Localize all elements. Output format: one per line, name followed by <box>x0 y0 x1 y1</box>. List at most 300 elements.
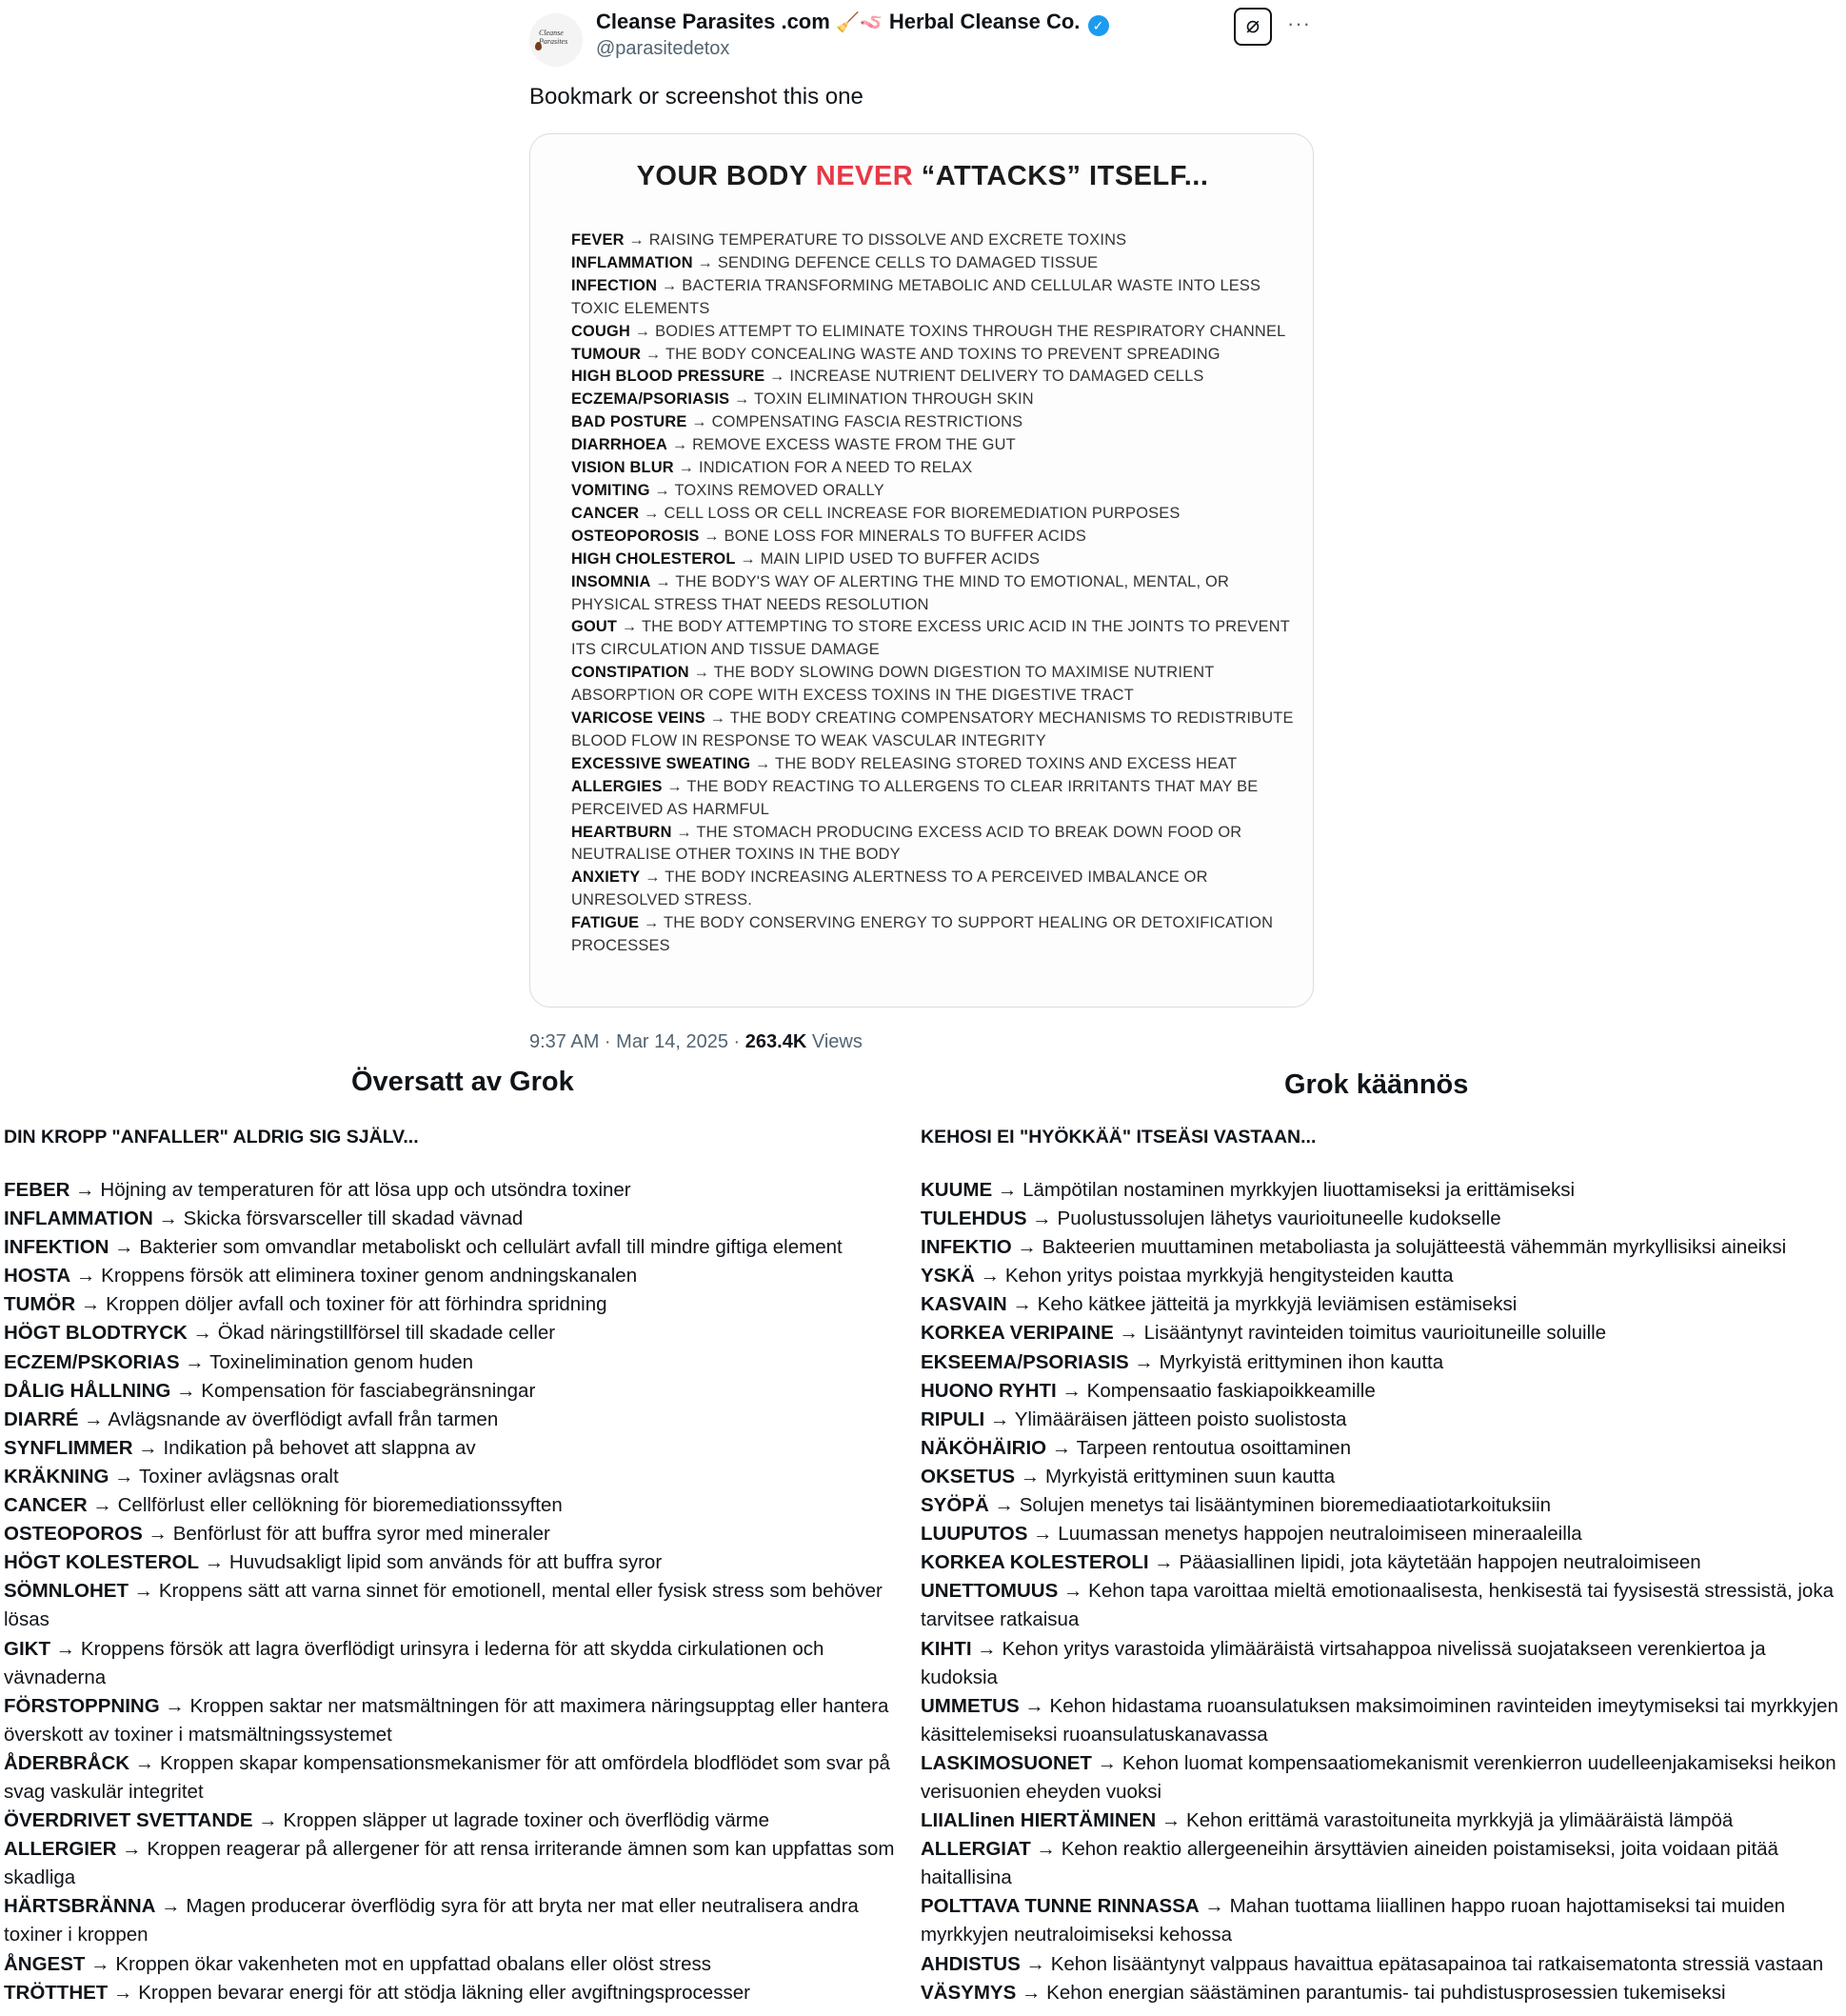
swedish-list-item-term: OSTEOPOROS <box>4 1523 143 1546</box>
swedish-list-item-term: KRÄKNING <box>4 1465 109 1487</box>
arrow-icon: → <box>155 1895 187 1918</box>
arrow-icon: → <box>671 823 697 841</box>
swedish-list-item-text: Toxinelimination genom huden <box>209 1350 473 1373</box>
finnish-list-item-text: Keho kätkee jätteitä ja myrkkyjä leviämisen estämiseksi <box>1037 1293 1518 1316</box>
arrow-icon: → <box>187 1322 218 1345</box>
image-list-item-term: GOUT <box>571 618 618 636</box>
swedish-list-item-term: ÅDERBRÅCK <box>4 1751 130 1774</box>
swedish-list-item-text: Kroppen ökar vakenheten mot en uppfattad obalans eller olöst stress <box>115 1952 711 1975</box>
arrow-icon: → <box>75 1293 107 1316</box>
finnish-list-item <box>921 1749 1842 1806</box>
swedish-list-item-text: Avlägsnande av överflödigt avfall från tarmen <box>108 1407 499 1430</box>
image-list-item-term: TUMOUR <box>571 345 642 363</box>
broom-worm-emoji-icon: 🧹🪱 <box>835 12 883 33</box>
swedish-list-item-term: INFEKTION <box>4 1236 109 1259</box>
swedish-title: DIN KROPP "ANFALLER" ALDRIG SIG SJÄLV... <box>4 1127 419 1148</box>
image-list-item-term: INSOMNIA <box>571 572 651 590</box>
image-list-item <box>571 753 1304 776</box>
arrow-icon: → <box>70 1265 102 1287</box>
finnish-list-item-text: Kehon tapa varoittaa mieltä emotionaalisesta, henkisestä tai fyysisestä stressistä, joka tarvitsee ratkaisua <box>921 1580 1834 1631</box>
swedish-list-item-term: SYNFLIMMER <box>4 1436 133 1459</box>
arrow-icon: → <box>1091 1751 1122 1774</box>
arrow-icon: → <box>87 1494 118 1517</box>
image-list-item <box>571 662 1304 708</box>
swedish-list-item <box>4 1290 903 1319</box>
finnish-title: KEHOSI EI "HYÖKKÄÄ" ITSEÄSI VASTAAN... <box>921 1127 1317 1148</box>
image-list-item <box>571 344 1304 367</box>
arrow-icon: → <box>624 231 649 249</box>
swedish-list-item-term: HÄRTSBRÄNNA <box>4 1895 156 1918</box>
finnish-list-item-text: Luumassan menetys happojen neutraloimiseen mineraaleilla <box>1058 1523 1582 1546</box>
image-list-item-term: CANCER <box>571 504 640 522</box>
arrow-icon: → <box>1030 1838 1062 1861</box>
finnish-list-item <box>921 1548 1842 1577</box>
arrow-icon: → <box>688 664 714 682</box>
avatar-logo-text: Cleanse Parasites <box>539 29 568 46</box>
swedish-list-item-term: FEBER <box>4 1179 70 1201</box>
image-list-item <box>571 389 1304 411</box>
swedish-list-item <box>4 1176 903 1205</box>
arrow-icon: → <box>109 1465 139 1487</box>
image-list-item-text: RAISING TEMPERATURE TO DISSOLVE AND EXCRETE TOXINS <box>648 231 1127 249</box>
swedish-list-item <box>4 1434 903 1463</box>
finnish-list-item-term: KIHTI <box>921 1637 972 1660</box>
arrow-icon: → <box>1006 1293 1038 1316</box>
finnish-list-item <box>921 1950 1842 1979</box>
arrow-icon: → <box>639 504 665 522</box>
arrow-icon: → <box>1148 1551 1180 1574</box>
finnish-list-item <box>921 1491 1842 1520</box>
image-title-part2: “ATTACKS” ITSELF... <box>921 161 1209 191</box>
finnish-list-item-term: KASVAIN <box>921 1293 1007 1316</box>
finnish-list-item-term: KUUME <box>921 1179 993 1201</box>
swedish-list-item-term: ÅNGEST <box>4 1952 86 1975</box>
swedish-list-item-text: Ökad näringstillförsel till skadade celler <box>217 1322 556 1345</box>
image-list-item-term: DIARRHOEA <box>571 436 668 454</box>
finnish-list-item-text: Puolustussolujen lähetys vaurioituneelle kudokselle <box>1057 1208 1501 1230</box>
finnish-list-item-text: Solujen menetys tai lisääntyminen bioremediaatiotarkoituksiin <box>1019 1494 1552 1517</box>
arrow-icon: → <box>85 1952 116 1975</box>
image-list-item-text: THE BODY SLOWING DOWN DIGESTION TO MAXIMISE NUTRIENT ABSORPTION OR COPE WITH EXCESS TOXINS IN THE DIGESTIVE TRACT <box>571 664 1215 705</box>
arrow-icon: → <box>650 572 676 590</box>
finnish-list-item-text: Myrkyistä erittyminen ihon kautta <box>1159 1350 1444 1373</box>
arrow-icon: → <box>686 413 712 431</box>
swedish-list-item-term: SÖMNLOHET <box>4 1580 129 1603</box>
finnish-list-item-text: Tarpeen rentoutua osoittaminen <box>1076 1436 1351 1459</box>
finnish-list-item-text: Kompensaatio faskiapoikkeamille <box>1086 1379 1376 1402</box>
image-list-item-text: BACTERIA TRANSFORMING METABOLIC AND CELLULAR WASTE INTO LESS TOXIC ELEMENTS <box>571 276 1261 317</box>
finnish-list-item <box>921 1806 1842 1835</box>
finnish-list-item-text: Kehon energian säästäminen parantumis- tai puhdistusprosessien tukemiseksi <box>1046 1981 1726 2004</box>
swedish-list-item-text: Benförlust för att buffra syror med mineraler <box>172 1523 550 1546</box>
arrow-icon: → <box>988 1494 1020 1517</box>
arrow-icon: → <box>1020 1952 1051 1975</box>
image-list-item-term: INFECTION <box>571 276 658 294</box>
swedish-list-item-term: TUMÖR <box>4 1293 76 1316</box>
image-list-item-term: ANXIETY <box>571 868 641 887</box>
image-title-part1: YOUR BODY <box>636 161 808 191</box>
finnish-list-item-text: Mahan tuottama liiallinen happo ruoan hajottamiseksi tai muiden myrkkyjen neutraloimiseksi kehossa <box>921 1895 1786 1946</box>
arrow-icon: → <box>705 709 730 728</box>
swedish-list-item <box>4 1319 903 1347</box>
image-list-item-term: ALLERGIES <box>571 777 663 795</box>
finnish-list-item-term: ALLERGIAT <box>921 1838 1031 1861</box>
tweet-image[interactable] <box>529 133 1314 1008</box>
arrow-icon: → <box>1128 1350 1160 1373</box>
arrow-icon: → <box>129 1751 161 1774</box>
arrow-icon: → <box>116 1838 148 1861</box>
image-list-item-text: THE STOMACH PRODUCING EXCESS ACID TO BREAK DOWN FOOD OR NEUTRALISE OTHER TOXINS IN THE BODY <box>571 823 1242 864</box>
image-title-red: NEVER <box>815 161 914 191</box>
finnish-list-item-term: UNETTOMUUS <box>921 1580 1059 1603</box>
image-list-item <box>571 616 1304 662</box>
swedish-list-item-term: CANCER <box>4 1494 88 1517</box>
finnish-list-item-term: LASKIMOSUONET <box>921 1751 1092 1774</box>
image-list-item-term: OSTEOPOROSIS <box>571 527 700 545</box>
finnish-list-item <box>921 1319 1842 1347</box>
image-list-item-text: COMPENSATING FASCIA RESTRICTIONS <box>711 413 1023 431</box>
swedish-heading: Översatt av Grok <box>351 1067 574 1097</box>
finnish-list-item-text: Bakteerien muuttaminen metaboliasta ja solujätteestä vähemmän myrkyllisiksi aineiksi <box>1042 1236 1787 1259</box>
swedish-list-item-text: Kroppen skapar kompensationsmekanismer för att omfördela blodflödet som svar på svag vaskulär integritet <box>4 1751 890 1803</box>
image-list-item-text: MAIN LIPID USED TO BUFFER ACIDS <box>760 549 1041 568</box>
finnish-list-item-text: Ylimääräisen jätteen poisto suolistosta <box>1014 1407 1347 1430</box>
image-list-item <box>571 275 1304 321</box>
image-list-item-text: THE BODY INCREASING ALERTNESS TO A PERCEIVED IMBALANCE OR UNRESOLVED STRESS. <box>571 868 1208 909</box>
arrow-icon: → <box>252 1809 284 1832</box>
arrow-icon: → <box>630 322 656 340</box>
swedish-list-item <box>4 1749 903 1806</box>
image-list-item-text: THE BODY CREATING COMPENSATORY MECHANISMS TO REDISTRIBUTE BLOOD FLOW IN RESPONSE TO WEAK VASCULAR INTEGRITY <box>571 709 1294 749</box>
swedish-list-item <box>4 1548 903 1577</box>
arrow-icon: → <box>984 1407 1015 1430</box>
arrow-icon: → <box>1011 1236 1042 1259</box>
finnish-list-item <box>921 1233 1842 1262</box>
finnish-list-item-term: VÄSYMYS <box>921 1981 1017 2004</box>
swedish-list-item <box>4 1205 903 1233</box>
swedish-list-item-text: Cellförlust eller cellökning för bioremediationssyften <box>117 1494 563 1517</box>
arrow-icon: → <box>992 1179 1023 1201</box>
arrow-icon: → <box>641 345 665 363</box>
image-list-item-term: HIGH BLOOD PRESSURE <box>571 368 765 386</box>
finnish-list-item-term: AHDISTUS <box>921 1952 1021 1975</box>
finnish-list-item-text: Kehon hidastama ruoansulatuksen maksimoiminen ravinteiden imeytymiseksi tai myrkkyjen käsittelemiseksi ruoansulatuskanavassa <box>921 1694 1838 1746</box>
image-title <box>530 161 1315 192</box>
image-list-item <box>571 321 1304 344</box>
arrow-icon: → <box>69 1179 101 1201</box>
image-list-item-text: BONE LOSS FOR MINERALS TO BUFFER ACIDS <box>724 527 1086 545</box>
finnish-list-item-text: Lämpötilan nostaminen myrkkyjen liuottamiseksi ja erittämiseksi <box>1022 1179 1575 1201</box>
image-list-item-text: INDICATION FOR A NEED TO RELAX <box>698 459 973 477</box>
arrow-icon: → <box>1027 1523 1059 1546</box>
arrow-icon: → <box>971 1637 1002 1660</box>
arrow-icon: → <box>1019 1694 1050 1717</box>
swedish-list-item <box>4 1577 903 1634</box>
swedish-list-item <box>4 1806 903 1835</box>
arrow-icon: → <box>109 1236 140 1259</box>
finnish-list-item <box>921 1692 1842 1749</box>
image-list-item-text: THE BODY RELEASING STORED TOXINS AND EXCESS HEAT <box>775 754 1238 772</box>
image-list-item <box>571 366 1304 389</box>
swedish-list-item-term: INFLAMMATION <box>4 1208 153 1230</box>
arrow-icon: → <box>152 1208 184 1230</box>
finnish-list-item <box>921 1434 1842 1463</box>
arrow-icon: → <box>692 253 718 271</box>
image-list-item-term: HEARTBURN <box>571 823 672 841</box>
image-list-item <box>571 252 1304 275</box>
finnish-list-item-term: KORKEA KOLESTEROLI <box>921 1551 1149 1574</box>
swedish-list-item <box>4 1520 903 1548</box>
swedish-list-item-text: Höjning av temperaturen för att lösa upp och utsöndra toxiner <box>100 1179 631 1201</box>
finnish-list-item <box>921 1635 1842 1692</box>
swedish-list-item-term: DIARRÉ <box>4 1407 79 1430</box>
image-list <box>571 230 1304 958</box>
image-list-item-text: SENDING DEFENCE CELLS TO DAMAGED TISSUE <box>717 253 1099 271</box>
arrow-icon: → <box>617 618 642 636</box>
swedish-list-item-text: Kroppen reagerar på allergener för att rensa irriterande ämnen som kan uppfattas som skadliga <box>4 1838 895 1889</box>
image-list-item-text: THE BODY REACTING TO ALLERGENS TO CLEAR IRRITANTS THAT MAY BE PERCEIVED AS HARMFUL <box>571 777 1259 818</box>
display-name[interactable]: Cleanse Parasites .com <box>596 10 830 33</box>
arrow-icon: → <box>764 368 790 386</box>
finnish-list-item <box>921 1377 1842 1406</box>
image-list-item-text: THE BODY CONCEALING WASTE AND TOXINS TO PREVENT SPREADING <box>665 345 1221 363</box>
finnish-list-item <box>921 1577 1842 1634</box>
finnish-list-item-text: Myrkyistä erittyminen suun kautta <box>1045 1465 1336 1487</box>
views-count: 263.4K <box>744 1031 807 1052</box>
finnish-list-item-term: UMMETUS <box>921 1694 1020 1717</box>
finnish-list-item-term: OKSETUS <box>921 1465 1016 1487</box>
finnish-list-item <box>921 1262 1842 1290</box>
swedish-list-item-term: DÅLIG HÅLLNING <box>4 1379 171 1402</box>
arrow-icon: → <box>50 1637 81 1660</box>
swedish-list <box>4 1176 903 2007</box>
arrow-icon: → <box>78 1407 109 1430</box>
swedish-list-item <box>4 1491 903 1520</box>
swedish-list-item <box>4 1835 903 1892</box>
finnish-list-item-text: Kehon yritys varastoida ylimääräistä virtsahappoa nivelissä suojatakseen verenkiertoa ja kudoksia <box>921 1637 1766 1688</box>
finnish-list-item-text: Pääasiallinen lipidi, jota käytetään happojen neutraloimiseen <box>1179 1551 1701 1574</box>
finnish-list-item-text: Kehon luomat kompensaatiomekanismit verenkierron uudelleenjakamiseksi heikon verisuonien eheyden vuoksi <box>921 1751 1836 1803</box>
arrow-icon: → <box>108 1981 139 2004</box>
finnish-list-item-text: Kehon lisääntynyt valppaus havaittua epätasapainoa tai ratkaisematonta stressiä vastaan <box>1050 1952 1824 1975</box>
image-list-item <box>571 411 1304 434</box>
more-icon[interactable]: ··· <box>1287 11 1311 35</box>
author-handle[interactable]: @parasitedetox <box>596 38 730 59</box>
image-list-item <box>571 526 1304 549</box>
arrow-icon: → <box>1056 1379 1087 1402</box>
swedish-list-item <box>4 1635 903 1692</box>
swedish-list-item <box>4 1262 903 1290</box>
arrow-icon: → <box>639 914 665 932</box>
finnish-heading: Grok käännös <box>1284 1069 1469 1100</box>
finnish-list-item <box>921 1205 1842 1233</box>
swedish-list-item <box>4 1233 903 1262</box>
swedish-list-item-text: Kroppen bevarar energi för att stödja läkning eller avgiftningsprocesser <box>138 1981 750 2004</box>
finnish-list-item-text: Kehon yritys poistaa myrkkyjä hengitysteiden kautta <box>1004 1265 1454 1287</box>
swedish-list-item-text: Kroppen släpper ut lagrade toxiner och överflödig värme <box>283 1809 770 1832</box>
arrow-icon: → <box>1015 1465 1046 1487</box>
image-list-item-term: COUGH <box>571 322 631 340</box>
swedish-list-item <box>4 1406 903 1434</box>
swedish-list-item-term: TRÖTTHET <box>4 1981 109 2004</box>
arrow-icon: → <box>1113 1322 1144 1345</box>
finnish-list-item <box>921 1520 1842 1548</box>
tweet-meta <box>529 1031 863 1053</box>
finnish-list-item-term: NÄKÖHÄIRIO <box>921 1436 1047 1459</box>
arrow-icon: → <box>699 527 725 545</box>
finnish-list-item <box>921 1463 1842 1491</box>
swedish-list-item-text: Magen producerar överflödig syra för att bryta ner mat eller neutralisera andra toxiner i kroppen <box>4 1895 859 1946</box>
swedish-list-item-text: Kroppens försök att eliminera toxiner genom andningskanalen <box>101 1265 638 1287</box>
swedish-list-item-term: ALLERGIER <box>4 1838 117 1861</box>
display-name-suffix[interactable]: Herbal Cleanse Co. <box>888 10 1081 33</box>
swedish-list-item <box>4 1377 903 1406</box>
image-list-item-text: CELL LOSS OR CELL INCREASE FOR BIOREMEDIATION PURPOSES <box>664 504 1181 522</box>
finnish-list-item <box>921 1348 1842 1377</box>
arrow-icon: → <box>729 390 755 409</box>
swedish-list-item-text: Skicka försvarsceller till skadad vävnad <box>183 1208 524 1230</box>
arrow-icon: → <box>128 1580 159 1603</box>
arrow-icon: → <box>179 1350 210 1373</box>
finnish-list-item <box>921 1835 1842 1892</box>
image-list-item-text: THE BODY'S WAY OF ALERTING THE MIND TO EMOTIONAL, MENTAL, OR PHYSICAL STRESS THAT NEEDS RESOLUTION <box>571 572 1229 613</box>
arrow-icon: → <box>673 459 699 477</box>
arrow-icon: → <box>1156 1809 1187 1832</box>
arrow-icon: → <box>649 481 675 499</box>
swedish-list-item-text: Kroppen saktar ner matsmältningen för att maximera näringsupptag eller hantera överskott av toxiner i matsmältningssystemet <box>4 1694 889 1746</box>
swedish-list-item-text: Indikation på behovet att slappna av <box>163 1436 476 1459</box>
finnish-list-item-term: KORKEA VERIPAINE <box>921 1322 1114 1345</box>
swedish-list-item-term: FÖRSTOPPNING <box>4 1694 160 1717</box>
image-list-item-term: BAD POSTURE <box>571 413 687 431</box>
swedish-list-item-text: Toxiner avlägsnas oralt <box>139 1465 339 1487</box>
swedish-list-item-text: Kroppens sätt att varna sinnet för emotionell, mental eller fysisk stress som behöver lösas <box>4 1580 883 1631</box>
image-list-item-term: VOMITING <box>571 481 650 499</box>
arrow-icon: → <box>1016 1981 1047 2004</box>
image-list-item-term: EXCESSIVE SWEATING <box>571 754 751 772</box>
image-list-item-term: FATIGUE <box>571 914 640 932</box>
verified-badge-icon: ✓ <box>1088 15 1109 36</box>
image-list-item <box>571 480 1304 503</box>
arrow-icon: → <box>640 868 665 887</box>
finnish-list-item <box>921 1979 1842 2007</box>
image-list-item-term: VISION BLUR <box>571 459 674 477</box>
tweet-timestamp[interactable]: 9:37 AM · Mar 14, 2025 · <box>529 1031 741 1052</box>
swedish-list-item-term: GIKT <box>4 1637 50 1660</box>
swedish-list-item <box>4 1979 903 2007</box>
arrow-icon: → <box>132 1436 164 1459</box>
arrow-icon: → <box>667 436 693 454</box>
arrow-icon: → <box>142 1523 173 1546</box>
finnish-list-item-term: TULEHDUS <box>921 1208 1027 1230</box>
views-label: Views <box>811 1031 863 1052</box>
image-list-item-term: HIGH CHOLESTEROL <box>571 549 736 568</box>
finnish-list-item <box>921 1406 1842 1434</box>
image-list-item-text: THE BODY ATTEMPTING TO STORE EXCESS URIC ACID IN THE JOINTS TO PREVENT ITS CIRCULATION AND TISSUE DAMAGE <box>571 618 1290 659</box>
finnish-list-item-term: LUUPUTOS <box>921 1523 1028 1546</box>
swedish-list-item <box>4 1892 903 1949</box>
swedish-list-item-text: Kroppen döljer avfall och toxiner för att förhindra spridning <box>106 1293 607 1316</box>
arrow-icon: → <box>974 1265 1005 1287</box>
swedish-list-item-term: HOSTA <box>4 1265 71 1287</box>
image-list-item-text: BODIES ATTEMPT TO ELIMINATE TOXINS THROUGH THE RESPIRATORY CHANNEL <box>655 322 1286 340</box>
finnish-list-item-text: Kehon reaktio allergeeneihin ärsyttävien aineiden poistamiseksi, joita voidaan pitää haitallisina <box>921 1838 1778 1889</box>
swedish-list-item <box>4 1950 903 1979</box>
grok-icon[interactable]: ⌀ <box>1234 8 1272 46</box>
swedish-list-item-term: ECZEM/PSKORIAS <box>4 1350 180 1373</box>
image-list-item-term: FEVER <box>571 231 625 249</box>
finnish-list-item-term: INFEKTIO <box>921 1236 1012 1259</box>
finnish-list <box>921 1176 1842 2007</box>
finnish-list-item <box>921 1176 1842 1205</box>
finnish-list-item <box>921 1892 1842 1949</box>
swedish-list-item-term: HÖGT KOLESTEROL <box>4 1551 199 1574</box>
finnish-list-item-term: EKSEEMA/PSORIASIS <box>921 1350 1129 1373</box>
finnish-list-item-term: RIPULI <box>921 1407 985 1430</box>
swedish-list-item-text: Kompensation för fasciabegränsningar <box>201 1379 536 1402</box>
finnish-list-item-text: Lisääntynyt ravinteiden toimitus vaurioituneille soluille <box>1143 1322 1607 1345</box>
image-list-item <box>571 571 1304 617</box>
image-list-item <box>571 457 1304 480</box>
swedish-list-item <box>4 1348 903 1377</box>
author-name-row[interactable] <box>596 10 1109 36</box>
image-list-item <box>571 822 1304 868</box>
image-list-item <box>571 549 1304 571</box>
image-list-item-text: THE BODY CONSERVING ENERGY TO SUPPORT HEALING OR DETOXIFICATION PROCESSES <box>571 914 1274 955</box>
swedish-list-item <box>4 1463 903 1491</box>
image-list-item <box>571 708 1304 753</box>
image-list-item-text: TOXIN ELIMINATION THROUGH SKIN <box>754 390 1034 409</box>
image-list-item <box>571 867 1304 912</box>
image-list-item-term: ECZEMA/PSORIASIS <box>571 390 730 409</box>
finnish-list-item-term: YSKÄ <box>921 1265 975 1287</box>
image-list-item-text: REMOVE EXCESS WASTE FROM THE GUT <box>692 436 1016 454</box>
arrow-icon: → <box>750 754 775 772</box>
finnish-list-item-term: LIIALlinen HIERTÄMINEN <box>921 1809 1157 1832</box>
image-list-item <box>571 503 1304 526</box>
arrow-icon: → <box>159 1694 190 1717</box>
swedish-list-item <box>4 1692 903 1749</box>
image-list-item <box>571 776 1304 822</box>
finnish-list-item <box>921 1290 1842 1319</box>
finnish-list-item-term: POLTTAVA TUNNE RINNASSA <box>921 1895 1200 1918</box>
finnish-list-item-term: HUONO RYHTI <box>921 1379 1057 1402</box>
arrow-icon: → <box>662 777 687 795</box>
avatar[interactable] <box>529 13 583 67</box>
image-list-item <box>571 230 1304 252</box>
arrow-icon: → <box>1199 1895 1230 1918</box>
finnish-list-item-term: SYÖPÄ <box>921 1494 989 1517</box>
image-list-item-term: INFLAMMATION <box>571 253 693 271</box>
arrow-icon: → <box>170 1379 202 1402</box>
image-list-item-text: INCREASE NUTRIENT DELIVERY TO DAMAGED CELLS <box>789 368 1204 386</box>
tweet-text: Bookmark or screenshot this one <box>529 84 863 110</box>
swedish-list-item-text: Kroppens försök att lagra överflödigt urinsyra i lederna för att skydda cirkulationen och vävnaderna <box>4 1637 824 1688</box>
arrow-icon: → <box>1046 1436 1077 1459</box>
image-list-item <box>571 434 1304 457</box>
image-list-item-text: TOXINS REMOVED ORALLY <box>674 481 884 499</box>
swedish-list-item-text: Huvudsakligt lipid som används för att buffra syror <box>228 1551 663 1574</box>
swedish-list-item-term: HÖGT BLODTRYCK <box>4 1322 188 1345</box>
arrow-icon: → <box>1026 1208 1058 1230</box>
tweet <box>529 0 1314 1067</box>
arrow-icon: → <box>1058 1580 1089 1603</box>
swedish-list-item-term: ÖVERDRIVET SVETTANDE <box>4 1809 253 1832</box>
finnish-list-item-text: Kehon erittämä varastoituneita myrkkyjä ja ylimääräistä lämpöä <box>1186 1809 1734 1832</box>
swedish-list-item-text: Bakterier som omvandlar metaboliskt och cellulärt avfall till mindre giftiga element <box>139 1236 843 1259</box>
arrow-icon: → <box>657 276 683 294</box>
image-list-item-term: VARICOSE VEINS <box>571 709 705 728</box>
